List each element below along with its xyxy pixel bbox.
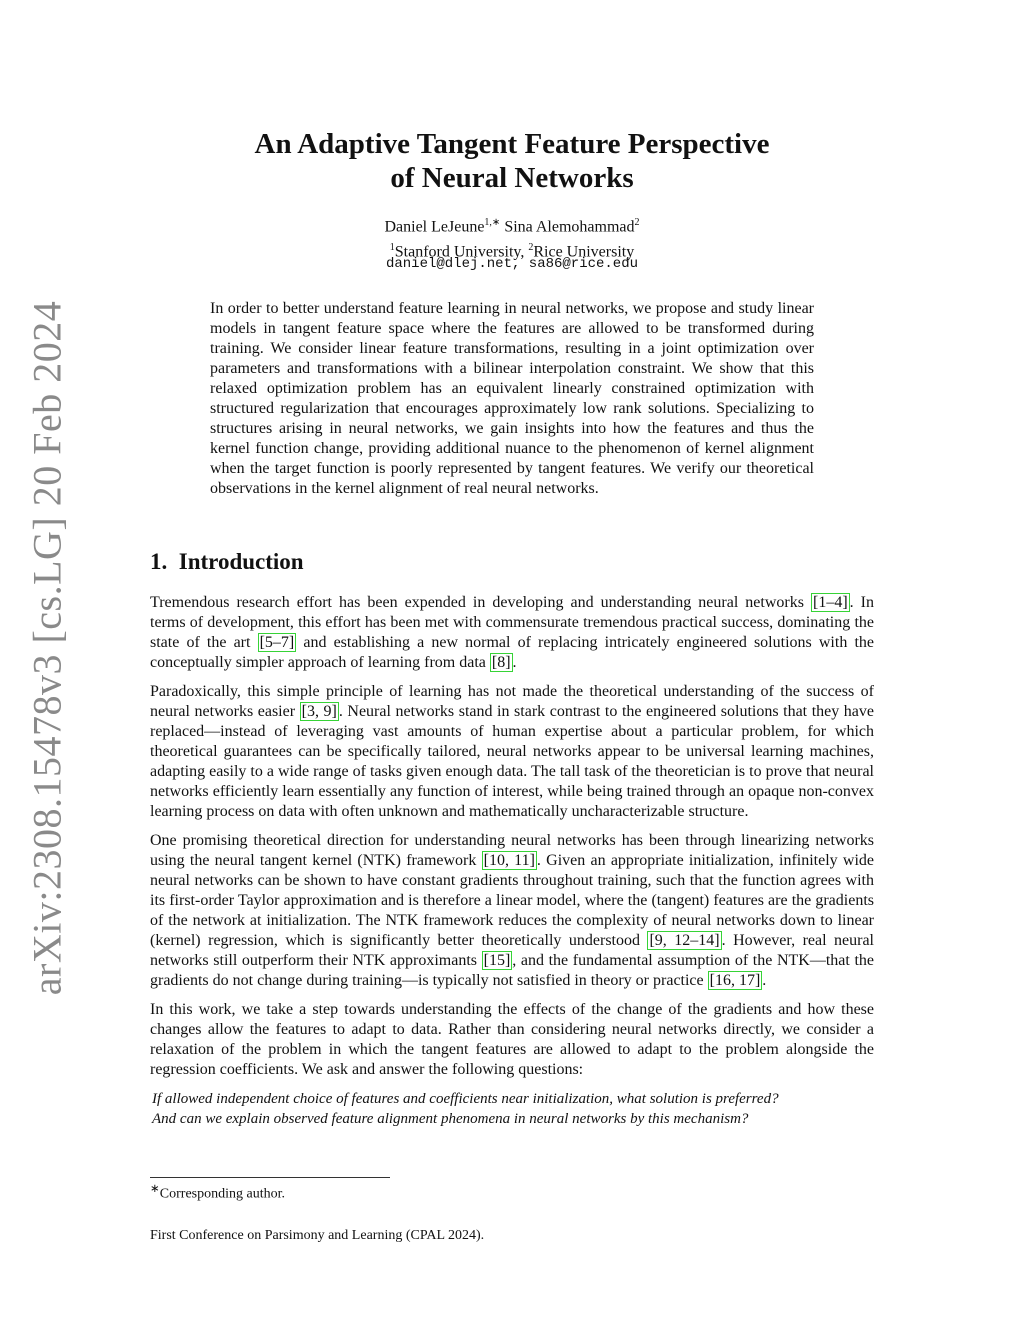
paper-title-line-1: An Adaptive Tangent Feature Perspective xyxy=(254,128,770,160)
abstract: In order to better understand feature learning in neural networks, we propose and study linear models in tangent feature space where the features are allowed to be transformed during training. We consider linear feature transformations, resulting in a joint optimization over parameters and transformations with a bilinear interpolation constraint. We show that this relaxed optimization problem has an equivalent linearly constrained optimization with structured regularization that encourages approximately low rank solutions. Specializing to structures arising in neural networks, we gain insights into how the features and thus the kernel function change, providing additional nuance to the phenomenon of kernel alignment when the target function is poorly represented by tangent features. We verify our theoretical observations in the kernel alignment of real neural networks. xyxy=(210,300,814,497)
introduction-body xyxy=(150,593,874,1129)
citation-link[interactable]: [16, 17] xyxy=(709,972,761,989)
citation-link[interactable]: [8] xyxy=(491,654,511,671)
affiliation-1-mark: 1 xyxy=(389,242,395,254)
affiliation-2-mark: 2 xyxy=(528,242,534,254)
paragraph-1: Tremendous research effort has been expended in developing and understanding neural networks [1–4] . In terms of development, this effort has been met with commensurate tremendous practical success, dominating the state of the art [5–7] and establishing a new normal of replacing intricately engineered solutions with the conceptually simpler approach of learning from data [8] . xyxy=(150,594,875,671)
arxiv-identifier-stamp: arXiv:2308.15478v3 [cs.LG] 20 Feb 2024 xyxy=(24,300,70,996)
section-title: Introduction xyxy=(178,549,304,574)
affiliation-1: Stanford University, xyxy=(394,243,525,261)
citation-link[interactable]: [9, 12–14] xyxy=(649,932,720,949)
question-2: And can we explain observed feature alignment phenomena in neural networks by this mechanism? xyxy=(152,1111,749,1127)
author-2-mark: 2 xyxy=(634,217,640,228)
paper-title xyxy=(150,127,874,195)
section-number: 1. xyxy=(150,549,168,574)
paragraph-3: One promising theoretical direction for understanding neural networks has been through linearizing networks using the neural tangent kernel (NTK) framework [10, 11] . Given an appropriate initialization, infinitely wide neural networks can be shown to have constant gradients throughout training, such that the function agrees with its first-order Taylor approximation and is therefore a linear model, where the (tangent) features are the gradients of the network at initialization. The NTK framework reduces the complexity of neural networks down to linear (kernel) regression, which is significantly better theoretically understood [9, 12–14] . However, real neural networks still outperform their NTK approximants [15] , and the fundamental assumption of the NTK—that the gradients do not change during training—is typically not satisfied in theory or practice [16, 17] . xyxy=(150,832,875,989)
author-1-marks: 1,∗ xyxy=(484,217,501,228)
paragraph-2: Paradoxically, this simple principle of learning has not made the theoretical understanding of the success of neural networks easier [3, 9] . Neural networks stand in stark contrast to the engineered solutions that they have replaced—instead of leveraging vast amounts of human expertise about a particular problem, for which theoretical guarantees can be specifically tailored, neural networks appear to be universal learning machines, adapting easily to a wide range of tasks given enough data. The tall task of the theoretician is to prove that neural networks efficiently learn essentially any function of interest, while being trained through an opaque non-convex learning process on data with often unknown and mathematically uncharacterizable structure. xyxy=(150,683,875,820)
affiliation-2: Rice University xyxy=(533,243,635,261)
footnote xyxy=(150,1181,285,1203)
footnote-mark: ∗ xyxy=(150,1182,160,1195)
section-heading-introduction xyxy=(150,549,304,575)
author-names xyxy=(150,212,874,237)
research-questions xyxy=(150,1089,874,1129)
author-1: Daniel LeJeune xyxy=(384,218,485,236)
citation-link[interactable]: [5–7] xyxy=(259,634,295,651)
paper-title-line-2: of Neural Networks xyxy=(390,162,634,194)
footnote-text: Corresponding author. xyxy=(159,1186,285,1202)
footnote-divider xyxy=(150,1177,390,1178)
citation-link[interactable]: [3, 9] xyxy=(301,703,337,720)
citation-link[interactable]: [15] xyxy=(483,952,511,969)
citation-link[interactable]: [1–4] xyxy=(813,594,848,611)
paragraph-4: In this work, we take a step towards understanding the effects of the change of the gradients and how these changes allow the features to adapt to data. Rather than considering neural networks directly, we consider a relaxation of the problem in which the tangent features are allowed to adapt to the problem alongside the regression coefficients. We ask and answer the following questions: xyxy=(150,1001,874,1078)
conference-note: First Conference on Parsimony and Learning (CPAL 2024). xyxy=(150,1228,485,1243)
author-2: Sina Alemohammad xyxy=(504,218,635,236)
author-emails: daniel@dlej.net, sa86@rice.edu xyxy=(385,256,639,272)
question-1: If allowed independent choice of features and coefficients near initialization, what solution is preferred? xyxy=(152,1091,779,1107)
citation-link[interactable]: [10, 11] xyxy=(483,852,535,869)
